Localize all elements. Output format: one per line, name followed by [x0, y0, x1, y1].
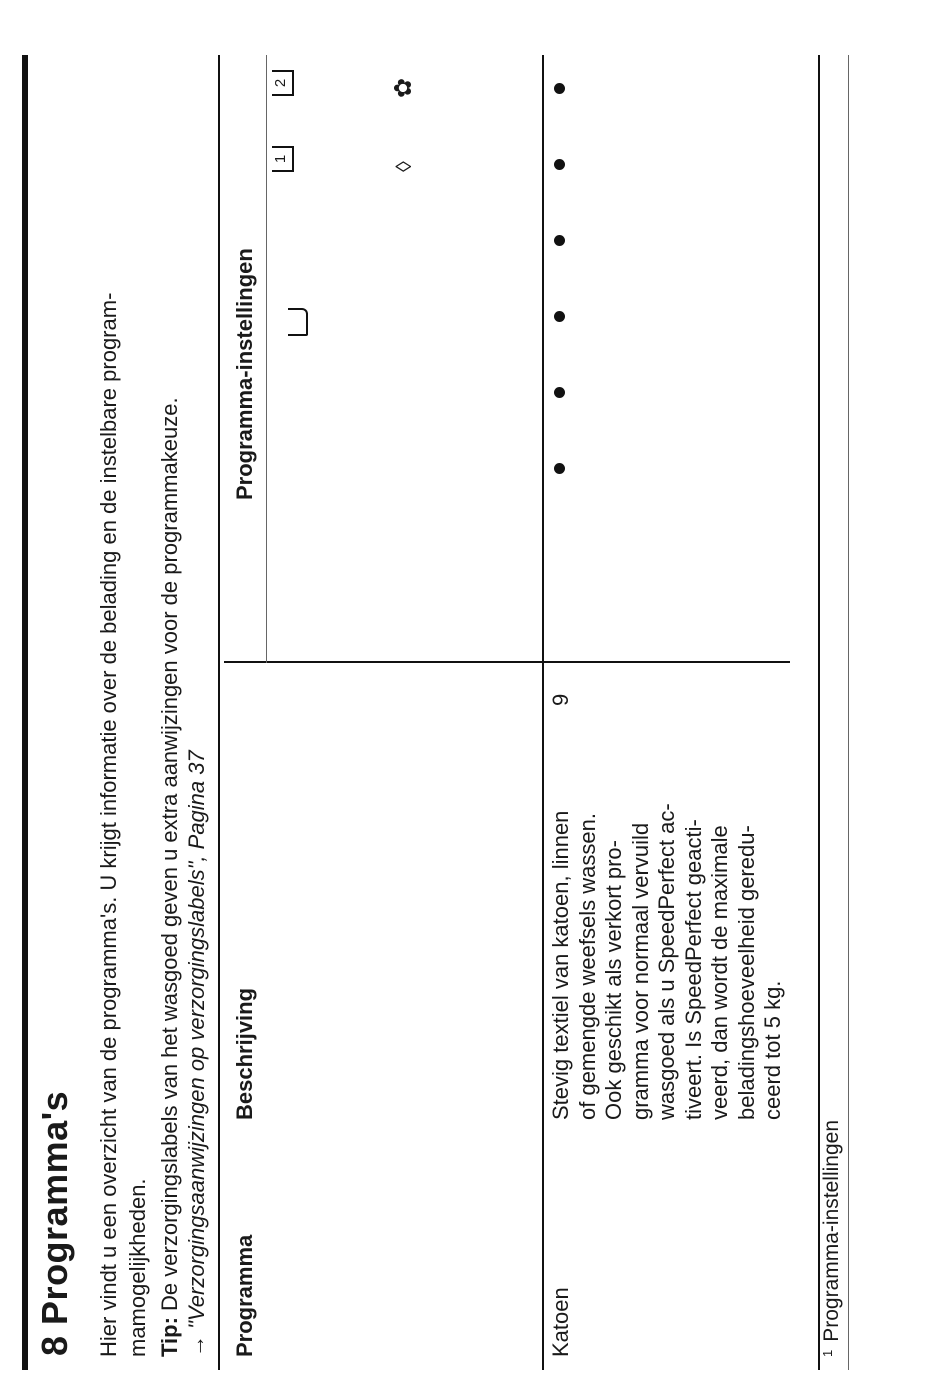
setting-dot — [554, 463, 565, 474]
setting-dot — [554, 159, 565, 170]
setting-dot — [554, 83, 565, 94]
description-line: wasgoed als u SpeedPerfect ac- — [654, 803, 679, 1120]
column-divider — [224, 661, 790, 663]
intro-paragraph — [94, 27, 152, 1357]
row-programma-katoen: Katoen — [548, 1287, 573, 1357]
drop-icon: ◊ — [391, 161, 416, 172]
footnote — [820, 1120, 844, 1357]
table-header-rule — [542, 55, 544, 1370]
description-line: of gemengde weefsels wassen. — [574, 813, 600, 1120]
intro-line-1: Hier vindt u een overzicht van de programma's. U krijgt informatie over de belading en de instelbare program- — [96, 292, 121, 1357]
description-line: tiveert. Is SpeedPerfect geacti- — [680, 819, 706, 1120]
setting-dot — [554, 311, 565, 322]
description-line: ceerd tot 5 kg. — [760, 980, 785, 1120]
setting-dot — [554, 235, 565, 246]
description-line: beladingshoeveelheid geredu- — [733, 825, 759, 1120]
description-line: Stevig textiel van katoen, linnen — [548, 810, 573, 1120]
header-programma-instellingen: Programma-instellingen — [232, 248, 257, 500]
setting-dot — [554, 387, 565, 398]
description-line: Ook geschikt als verkort pro- — [601, 840, 626, 1120]
chapter-number: 8 — [34, 1335, 75, 1356]
arrow-glyph: → — [184, 1328, 209, 1357]
description-line: veerd, dan wordt de maximale — [707, 825, 732, 1120]
box-two-icon: 2 — [272, 70, 294, 96]
table-top-rule — [218, 55, 220, 1370]
footnote-rule — [848, 55, 849, 1370]
footnote-text: Programma-instellingen — [820, 1120, 843, 1342]
tip-text: De verzorgingslabels van het wasgoed geven u extra aanwijzingen voor de programmakeuze. — [157, 397, 182, 1318]
flower-icon: ✿ — [390, 77, 417, 98]
description-line: gramma voor normaal vervuild — [627, 822, 653, 1120]
footnote-mark: 1 — [820, 1349, 835, 1357]
chapter-title: Programma's — [34, 1090, 75, 1325]
header-beschrijving: Beschrijving — [232, 987, 257, 1120]
tip-paragraph — [156, 17, 210, 1357]
title-rule — [22, 55, 28, 1370]
intro-line-2: mamogelijkheden. — [125, 1178, 150, 1357]
page-title — [34, 1091, 76, 1356]
tip-label: Tip: — [157, 1317, 182, 1357]
tip-link[interactable]: "Verzorgingsaanwijzingen op verzorgingslabels" — [184, 861, 209, 1329]
header-programma: Programma — [232, 1234, 257, 1357]
row-load-kg: 9 — [548, 693, 573, 706]
row-description — [548, 803, 787, 1120]
box-one-icon: 1 — [272, 146, 294, 172]
settings-subheader-rule — [266, 55, 267, 663]
tip-page: , Pagina 37 — [184, 750, 209, 862]
detergent-drawer-icon — [288, 308, 308, 336]
